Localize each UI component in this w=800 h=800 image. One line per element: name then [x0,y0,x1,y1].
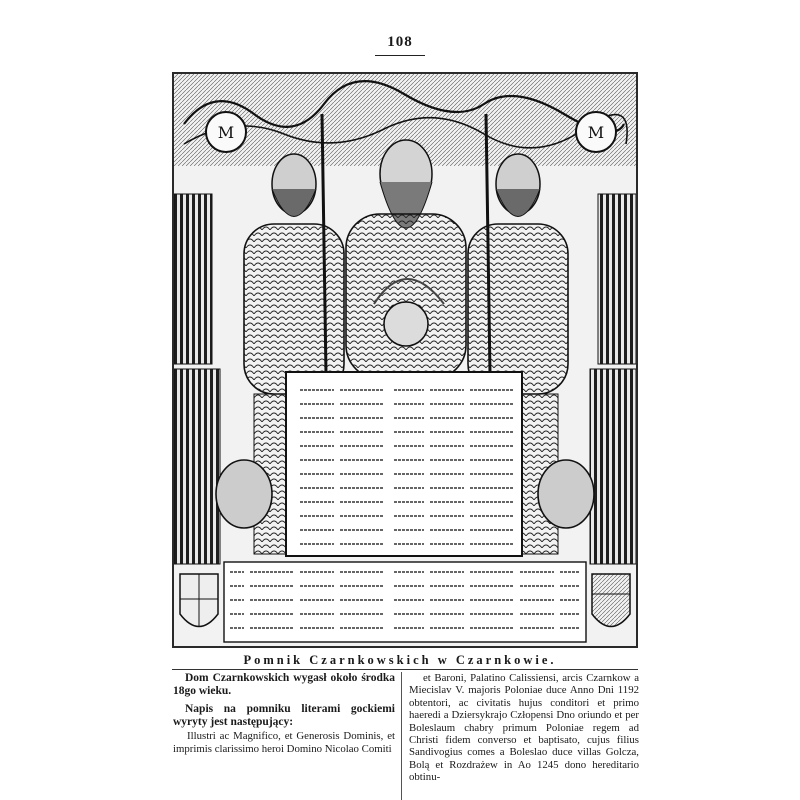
svg-text:M: M [587,123,605,142]
left-upper-column [174,194,212,364]
left-helmet-icon [216,460,272,528]
right-upper-column [598,194,636,364]
paragraph-inscription-intro: Napis na pomniku literami gockiemi wyryty jest następujący: [173,703,395,728]
left-lower-column [174,369,220,564]
latin-inscription-continued: et Baroni, Palatino Calissiensi, arcis Czarnkow a Miecislav V. majoris Poloniae duce Anno Dni 1192 obtentori, ac civitatis hujus conditori et primo haeredi a Dziersykrajo Człopensi Dno oriundo et per Boleslaum chabry primum Poloniae regem ad Christi fidem converso et baptisato, cujus filius Sandivogius comes a Boleslao duce villas Golcza, Bolą et Rozdrażew in Ao 1245 dono hereditario obtinu- [409,672,639,784]
caption-rule [172,669,638,670]
right-lower-column [590,369,636,564]
right-helmet-icon [538,460,594,528]
center-knight-figure [346,140,466,379]
figure-caption: Pomnik Czarnkowskich w Czarnkowie. [243,653,557,667]
page-number: 108 [387,34,413,50]
left-text-column [173,672,395,755]
monument-engraving [172,72,638,648]
page-number-rule [375,55,425,56]
left-coat-of-arms-icon [180,574,218,627]
paragraph-house-extinct: Dom Czarnkowskich wygasł około środka 18go wieku. [173,672,395,697]
latin-inscription-start: Illustri ac Magnifico, et Generosis Dominis, et imprimis clarissimo heroi Domino Nicolao Comiti [173,730,395,755]
svg-text:M: M [217,123,235,142]
monument-illustration [174,74,636,646]
inscription-text-lines [294,380,514,548]
column-divider [401,672,402,800]
right-coat-of-arms-icon [592,574,630,627]
right-text-column [409,672,639,784]
